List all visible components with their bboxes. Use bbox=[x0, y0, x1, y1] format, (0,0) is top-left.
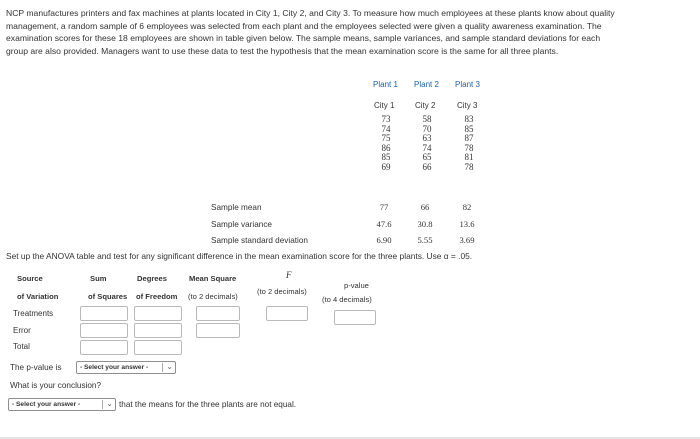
total-ss-input[interactable] bbox=[80, 340, 128, 355]
problem-line-4: group are also provided. Managers want to use these data to test the hypothesis that the mean examination score is the same for all three plants. bbox=[6, 45, 559, 56]
anova-instruction: Set up the ANOVA table and test for any significant difference in the mean examination score for the three plants. Use α = .05. bbox=[6, 251, 473, 261]
row-label-total: Total bbox=[13, 342, 30, 351]
conclusion-select-value: - Select your answer - bbox=[12, 401, 81, 408]
of-squares-header: of Squares bbox=[88, 292, 128, 301]
score-cell: 78 bbox=[464, 161, 474, 172]
error-ss-input[interactable] bbox=[80, 323, 128, 338]
sample-mean-label: Sample mean bbox=[211, 203, 262, 212]
mean-square-note: (to 2 decimals) bbox=[188, 292, 238, 301]
conclusion-question: What is your conclusion? bbox=[10, 381, 102, 390]
sd-plant-2: 5.55 bbox=[417, 235, 433, 245]
row-label-error: Error bbox=[13, 326, 31, 335]
score-cell: 85 bbox=[381, 152, 391, 163]
score-cell: 81 bbox=[464, 152, 474, 163]
score-cell: 58 bbox=[422, 114, 432, 124]
score-cell: 75 bbox=[381, 133, 391, 144]
f-header: F bbox=[286, 270, 292, 280]
pvalue-header: p-value bbox=[344, 281, 369, 290]
sum-header: Sum bbox=[90, 274, 107, 283]
score-cell: 65 bbox=[422, 152, 432, 163]
city-1-header: City 1 bbox=[374, 101, 395, 110]
treatments-ms-input[interactable] bbox=[196, 306, 240, 321]
pvalue-prefix: The p-value is bbox=[10, 363, 62, 372]
plant-1-scores bbox=[375, 115, 397, 173]
pvalue-note: (to 4 decimals) bbox=[322, 295, 372, 304]
chevron-down-icon: ⌄ bbox=[106, 399, 113, 408]
score-cell: 73 bbox=[381, 114, 391, 124]
problem-line-2: management, a random sample of 6 employees was selected from each plant and the employees selected were given a quality awareness examination. The bbox=[6, 20, 602, 31]
mean-plant-1: 77 bbox=[379, 202, 389, 212]
score-cell: 78 bbox=[464, 142, 474, 153]
score-cell: 85 bbox=[464, 123, 474, 134]
score-cell: 74 bbox=[422, 142, 432, 153]
degrees-header: Degrees bbox=[137, 274, 167, 283]
score-cell: 83 bbox=[464, 114, 474, 124]
f-note: (to 2 decimals) bbox=[257, 287, 307, 296]
pvalue-select[interactable] bbox=[76, 361, 176, 374]
score-cell: 86 bbox=[381, 142, 391, 153]
city-3-header: City 3 bbox=[457, 101, 478, 110]
problem-line-1: NCP manufactures printers and fax machines at plants located in City 1, City 2, and City 3. To measure how much employees at these plants know about quality bbox=[6, 8, 615, 18]
variance-plant-1: 47.6 bbox=[376, 219, 392, 229]
sample-sd-label: Sample standard deviation bbox=[211, 236, 308, 245]
mean-plant-2: 66 bbox=[420, 202, 430, 212]
plant-3-header: Plant 3 bbox=[455, 80, 480, 89]
plant-3-scores bbox=[458, 115, 480, 173]
conclusion-select[interactable] bbox=[8, 398, 116, 411]
sd-plant-3: 3.69 bbox=[459, 235, 475, 245]
treatments-ss-input[interactable] bbox=[80, 306, 128, 321]
variance-plant-2: 30.8 bbox=[417, 219, 433, 229]
chevron-down-icon: ⌄ bbox=[166, 362, 173, 371]
variance-plant-3: 13.6 bbox=[459, 219, 475, 229]
score-cell: 66 bbox=[422, 161, 432, 172]
plant-2-scores bbox=[416, 115, 438, 173]
error-df-input[interactable] bbox=[134, 323, 182, 338]
of-freedom-header: of Freedom bbox=[136, 292, 178, 301]
city-2-header: City 2 bbox=[415, 101, 436, 110]
mean-plant-3: 82 bbox=[462, 202, 472, 212]
problem-statement bbox=[6, 7, 694, 57]
score-cell: 74 bbox=[381, 123, 391, 134]
row-label-treatments: Treatments bbox=[13, 309, 54, 318]
score-cell: 70 bbox=[422, 123, 432, 134]
mean-square-header: Mean Square bbox=[189, 274, 237, 283]
error-ms-input[interactable] bbox=[196, 323, 240, 338]
treatments-df-input[interactable] bbox=[134, 306, 182, 321]
score-cell: 63 bbox=[422, 133, 432, 144]
treatments-pvalue-input[interactable] bbox=[334, 310, 376, 325]
of-variation-header: of Variation bbox=[17, 292, 59, 301]
treatments-f-input[interactable] bbox=[266, 306, 308, 321]
sample-variance-label: Sample variance bbox=[211, 220, 272, 229]
score-cell: 69 bbox=[381, 161, 391, 172]
sd-plant-1: 6.90 bbox=[376, 235, 392, 245]
conclusion-suffix: that the means for the three plants are not equal. bbox=[119, 400, 297, 409]
problem-line-3: examination scores for these 18 employees are shown in table given below. The sample means, sample variances, and sample standard deviations for each bbox=[6, 33, 601, 43]
plant-2-header: Plant 2 bbox=[414, 80, 439, 89]
score-cell: 87 bbox=[464, 133, 474, 144]
pvalue-select-value: - Select your answer - bbox=[80, 364, 149, 371]
total-df-input[interactable] bbox=[134, 340, 182, 355]
plant-1-header: Plant 1 bbox=[373, 80, 398, 89]
source-header: Source bbox=[17, 274, 43, 283]
